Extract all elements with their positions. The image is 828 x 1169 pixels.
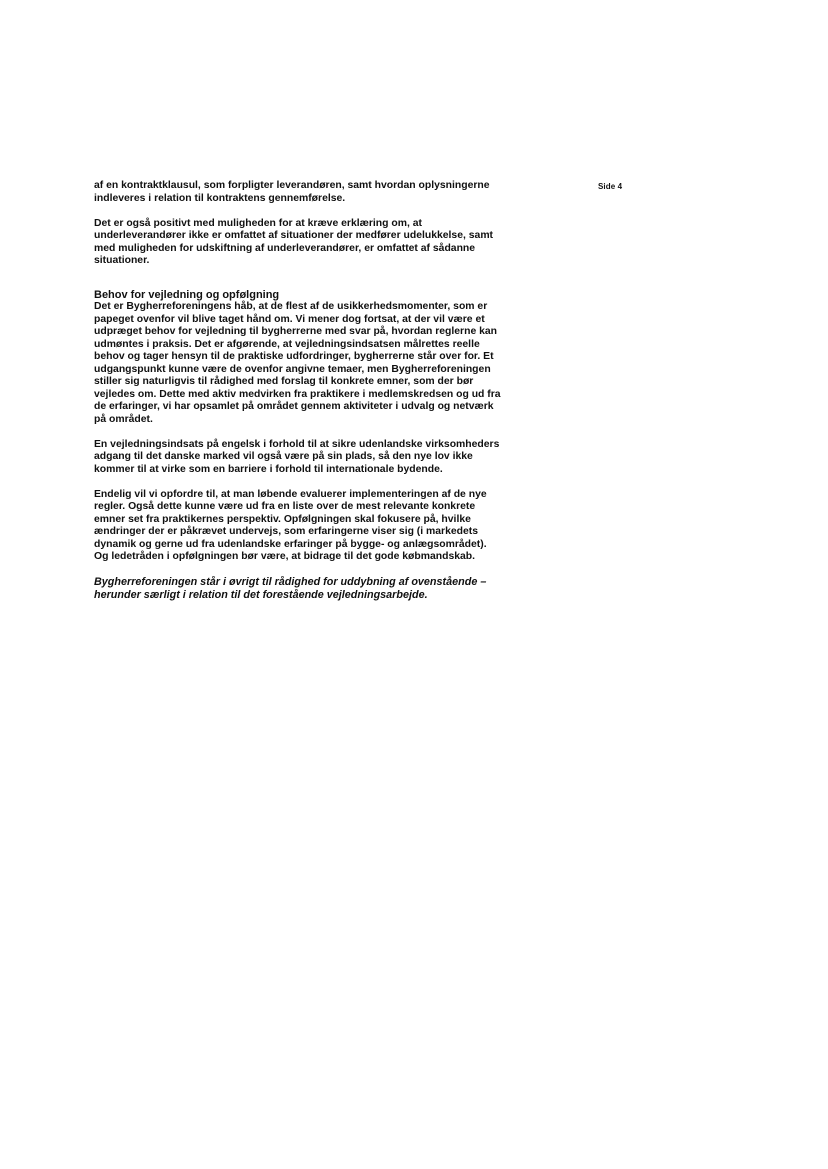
text-line: emner set fra praktikernes perspektiv. Opfølgningen skal fokusere på, hvilke xyxy=(94,513,471,525)
paragraph-contract-clause xyxy=(94,180,566,205)
text-line: behov og tager hensyn til de praktiske udfordringer, bygherrerne står over for. Et xyxy=(94,351,494,362)
text-line: indleveres i relation til kontraktens gennemførelse. xyxy=(94,192,346,204)
section-heading: Behov for vejledning og opfølgning xyxy=(94,288,280,301)
text-line: Det er også positivt med muligheden for at kræve erklæring om, at xyxy=(94,217,422,229)
text-line: Det er Bygherreforeningens håb, at de flest af de usikkerhedsmomenter, som er xyxy=(94,301,488,312)
text-line: af en kontraktklausul, som forpligter leverandøren, samt hvordan oplysningerne xyxy=(94,180,490,191)
text-line: udpræget behov for vejledning til bygherrerne med svar på, hvordan reglerne kan xyxy=(94,326,498,337)
text-line: udmøntes i praksis. Det er afgørende, at vejledningsindsatsen målrettes reelle xyxy=(94,338,480,350)
paragraph-subcontractors xyxy=(94,218,566,268)
paragraph-english-guidance xyxy=(94,439,566,477)
text-line: Bygherreforeningen står i øvrigt til rådighed for uddybning af ovenstående – xyxy=(94,576,487,588)
text-line: på området. xyxy=(94,413,153,425)
closing-statement xyxy=(94,576,566,601)
text-line: En vejledningsindsats på engelsk i forhold til at sikre udenlandske virksomheders xyxy=(94,438,500,450)
text-line: Og ledetråden i opfølgningen bør være, at bidrage til det gode købmandskab. xyxy=(94,551,476,562)
text-line: papeget ovenfor vil blive taget hånd om. Vi mener dog fortsat, at der vil være et xyxy=(94,313,485,325)
text-line: stiller sig naturligvis til rådighed med forslag til konkrete emner, som der bør xyxy=(94,376,474,387)
text-line: underleverandører ikke er omfattet af situationer der medfører udelukkelse, samt xyxy=(94,230,494,241)
text-line: Endelig vil vi opfordre til, at man løbende evaluerer implementeringen af de nye xyxy=(94,488,487,500)
text-line: kommer til at virke som en barriere i forhold til internationale bydende. xyxy=(94,463,443,475)
text-line: vejledes om. Dette med aktiv medvirken fra praktikere i medlemskredsen og ud fra xyxy=(94,388,501,400)
text-line: de erfaringer, vi har opsamlet på området gennem aktiviteter i udvalg og netværk xyxy=(94,401,494,412)
text-line: ændringer der er påkrævet undervejs, som erfaringerne viser sig (i markedets xyxy=(94,526,479,537)
text-line: adgang til det danske marked vil også være på sin plads, så den nye lov ikke xyxy=(94,451,473,462)
page-number: Side 4 xyxy=(598,182,623,191)
text-line: herunder særligt i relation til det forestående vejledningsarbejde. xyxy=(94,588,428,601)
text-line: regler. Også dette kunne være ud fra en liste over de mest relevante konkrete xyxy=(94,501,476,512)
section-guidance xyxy=(94,289,566,427)
paragraph-evaluation xyxy=(94,489,566,564)
text-line: dynamik og gerne ud fra udenlandske erfaringer på bygge- og anlægsområdet). xyxy=(94,538,487,550)
text-line: udgangspunkt kunne være de ovenfor angivne temaer, men Bygherreforeningen xyxy=(94,363,491,375)
text-line: med muligheden for udskiftning af underleverandører, er omfattet af sådanne xyxy=(94,242,476,254)
text-line: situationer. xyxy=(94,255,150,266)
document-body xyxy=(94,180,566,614)
